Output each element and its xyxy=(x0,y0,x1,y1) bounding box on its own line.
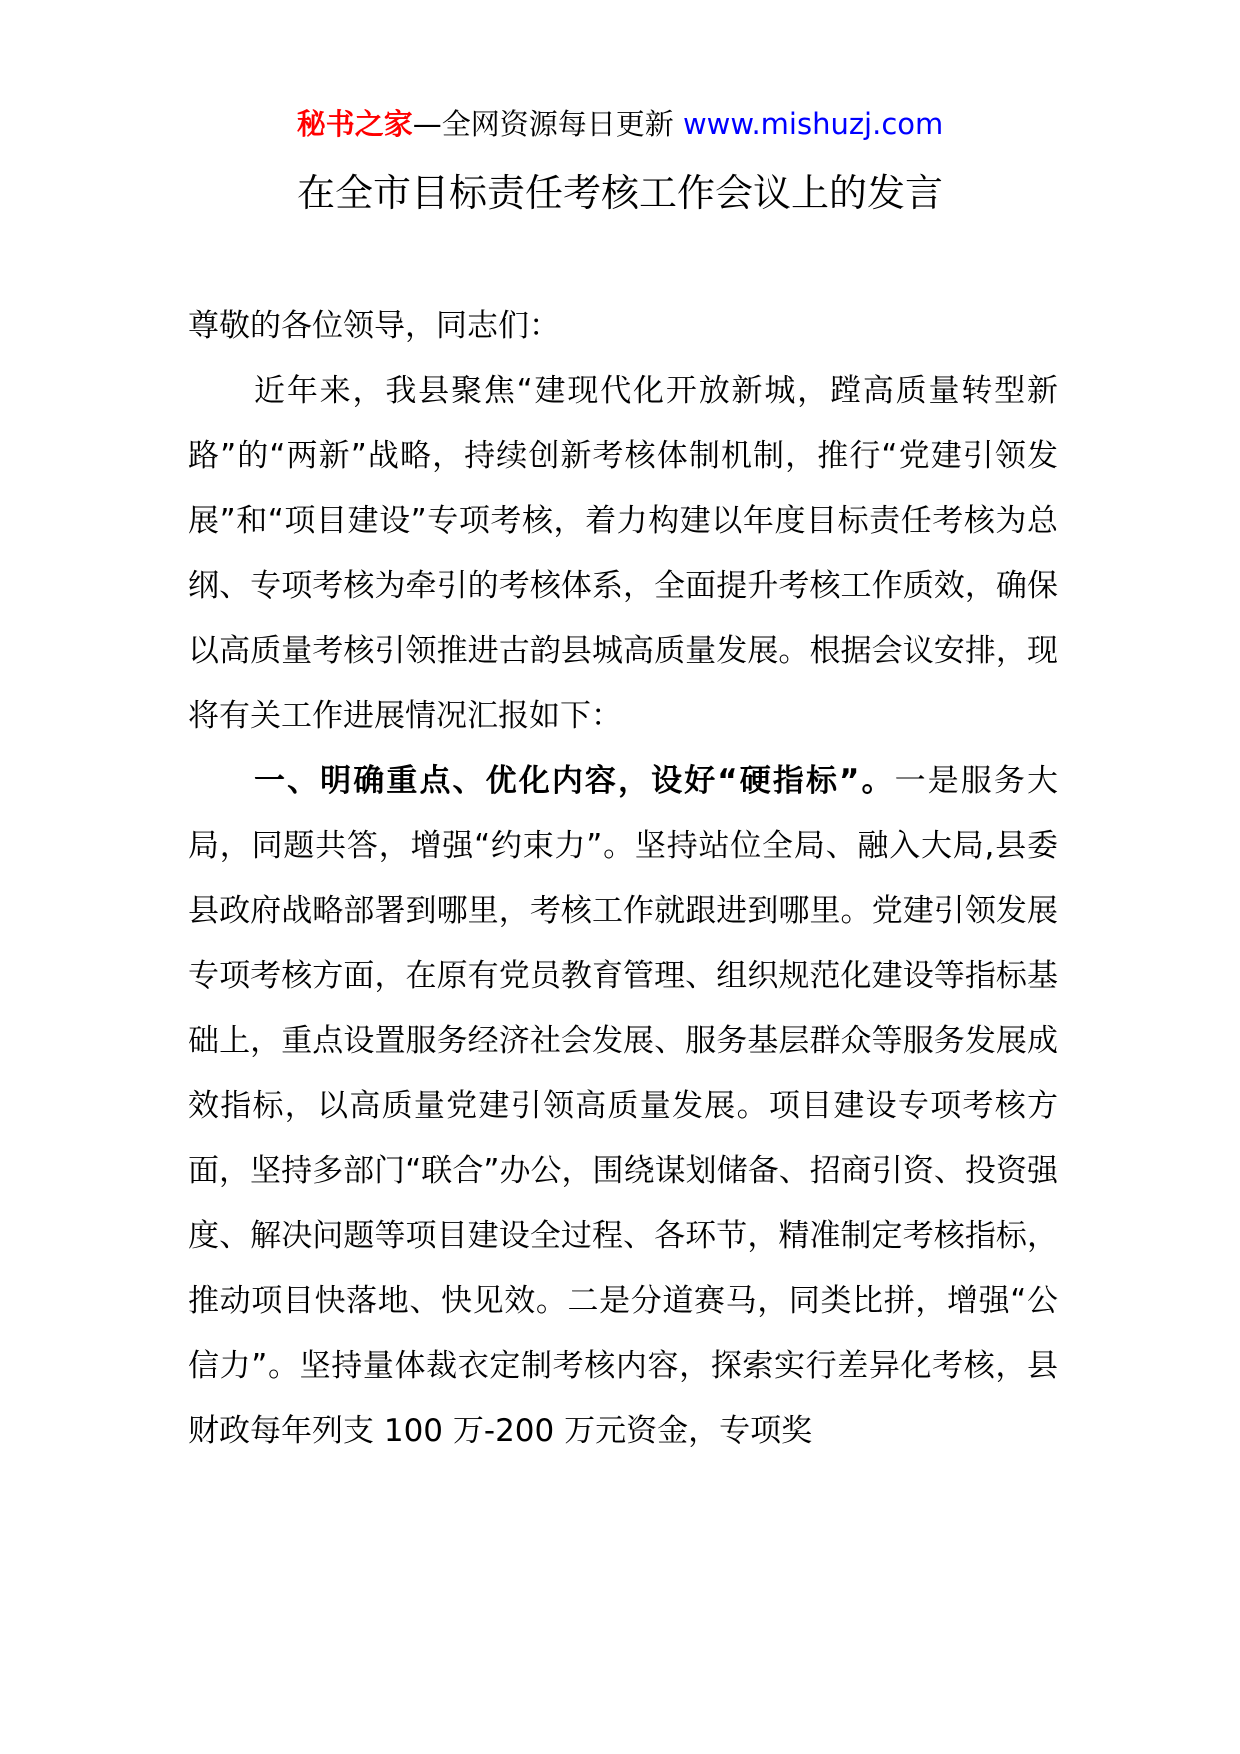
section-1-heading: 一、明确重点、优化内容，设好“硬指标”。 xyxy=(254,763,895,799)
salutation: 尊敬的各位领导，同志们： xyxy=(188,308,560,344)
section-1-body: 一是服务大局，同题共答，增强“约束力”。坚持站位全局、融入大局,县委县政府战略部署到哪里，考核工作就跟进到哪里。党建引领发展专项考核方面，在原有党员教育管理、组织规范化建设等指标基础上，重点设置服务经济社会发展、服务基层群众等服务发展成效指标，以高质量党建引领高质量发展。项目建设专项考核方面，坚持多部门“联合”办公，围绕谋划储备、招商引资、投资强度、解决问题等项目建设全过程、各环节，精准制定考核指标，推动项目快落地、快见效。二是分道赛马，同类比拼，增强“公信力”。坚持量体裁衣定制考核内容，探索实行差异化考核，县财政每年列支 100 万-200 万元资金，专项奖 xyxy=(188,763,1058,1449)
document-title: 在全市目标责任考核工作会议上的发言 xyxy=(296,171,943,215)
site-url-link[interactable]: www.mishuzj.com xyxy=(682,107,944,141)
site-tagline: —全网资源每日更新 xyxy=(412,107,683,141)
site-header xyxy=(0,104,1240,144)
paragraph-intro: 近年来，我县聚焦“建现代化开放新城，蹚高质量转型新路”的“两新”战略，持续创新考核体制机制，推行“党建引领发展”和“项目建设”专项考核，着力构建以年度目标责任考核为总纲、专项考核为牵引的考核体系，全面提升考核工作质效，确保以高质量考核引领推进古韵县城高质量发展。根据会议安排，现将有关工作进展情况汇报如下： xyxy=(188,373,1058,734)
paragraph-section-1 xyxy=(188,749,1058,1464)
brand-name: 秘书之家 xyxy=(296,107,413,141)
document-body xyxy=(188,294,1058,1464)
